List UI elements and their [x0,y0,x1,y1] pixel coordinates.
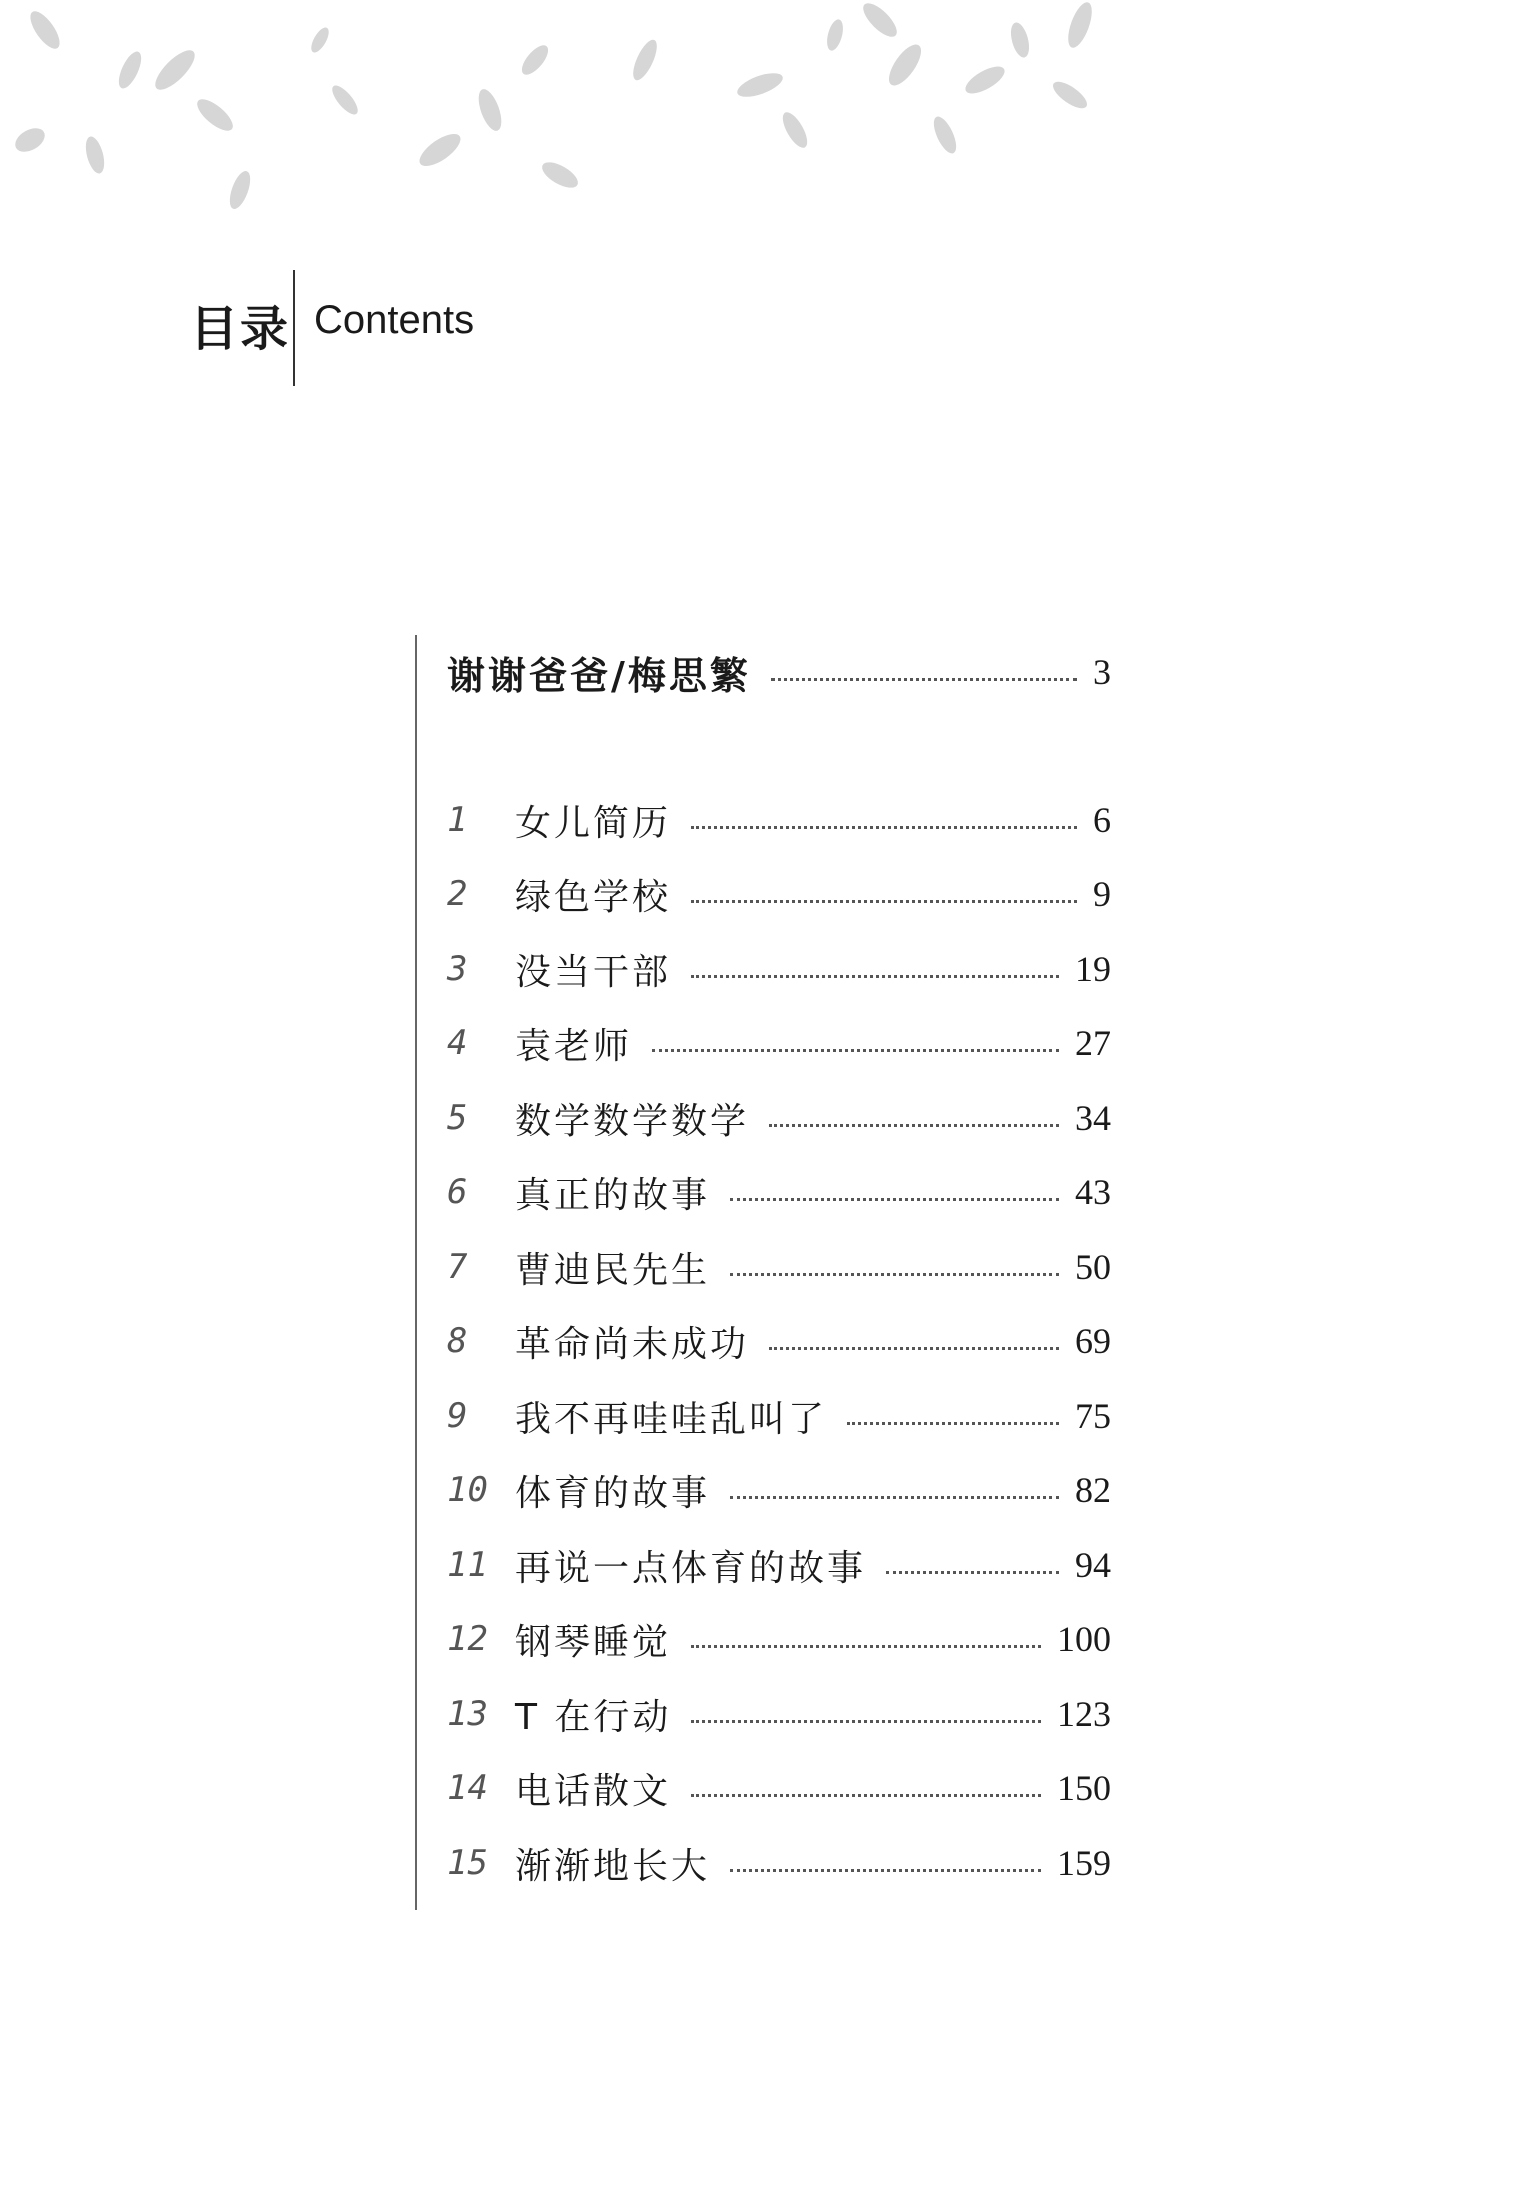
dot-leader [691,973,1059,978]
toc-entry-number: 2 [447,874,468,914]
toc-entry-page: 19 [1075,949,1111,989]
toc-preface[interactable] [447,642,1111,702]
contents-title-zh: 目录 [190,301,291,357]
toc-entry-title: 女儿简历 [515,802,672,844]
leaf-decoration [0,0,1536,240]
toc-preface-page: 3 [1093,652,1111,692]
dot-leader [691,824,1077,829]
toc-entry[interactable] [447,939,1111,999]
toc-entry-page: 34 [1075,1098,1111,1138]
toc-entry-page: 100 [1057,1619,1111,1659]
toc-entry-title: 曹迪民先生 [515,1249,711,1291]
toc-entry-title: 绿色学校 [515,876,672,918]
dot-leader [769,1345,1059,1350]
toc-entry[interactable] [447,790,1111,850]
dot-leader [691,1643,1041,1648]
toc-entry[interactable] [447,1833,1111,1893]
dot-leader [730,1867,1041,1872]
toc-entry[interactable] [447,1684,1111,1744]
toc-entry-page: 27 [1075,1023,1111,1063]
toc-entry-number: 3 [447,949,468,989]
toc-entry-title: 数学数学数学 [515,1100,750,1142]
toc-entry-page: 82 [1075,1470,1111,1510]
toc-entry-title: 再说一点体育的故事 [515,1547,867,1589]
toc-entry-number: 8 [447,1321,468,1361]
toc-entry[interactable] [447,1013,1111,1073]
header-divider [293,270,295,386]
toc-preface-title: 谢谢爸爸/梅思繁 [447,652,751,698]
toc-entry[interactable] [447,1386,1111,1446]
toc-entry[interactable] [447,1535,1111,1595]
toc-entry-page: 123 [1057,1694,1111,1734]
toc-entry-number: 13 [447,1694,488,1734]
toc-entry-number: 15 [447,1843,488,1883]
toc-entry-title: 没当干部 [515,951,672,993]
table-of-contents [415,635,1115,1910]
toc-entry-number: 6 [447,1172,468,1212]
toc-entry[interactable] [447,1088,1111,1148]
toc-entry-number: 11 [447,1545,488,1585]
toc-entry[interactable] [447,1311,1111,1371]
toc-entry[interactable] [447,864,1111,924]
contents-title-en: Contents [314,298,475,342]
toc-entry-page: 43 [1075,1172,1111,1212]
toc-entry-title: 我不再哇哇乱叫了 [515,1398,828,1440]
toc-entry-page: 69 [1075,1321,1111,1361]
dot-leader [730,1196,1059,1201]
toc-entry-page: 50 [1075,1247,1111,1287]
toc-entry-title: 钢琴睡觉 [515,1621,672,1663]
toc-entry[interactable] [447,1237,1111,1297]
toc-entry[interactable] [447,1162,1111,1222]
toc-entry-title: T 在行动 [515,1696,672,1738]
dot-leader [886,1569,1059,1574]
toc-entry[interactable] [447,1758,1111,1818]
toc-entry-title: 电话散文 [515,1770,672,1812]
toc-entry-number: 10 [447,1470,488,1510]
dot-leader [730,1271,1059,1276]
toc-entry-title: 渐渐地长大 [515,1845,711,1887]
toc-entry-page: 94 [1075,1545,1111,1585]
toc-entry-page: 9 [1093,874,1111,914]
dot-leader [691,898,1077,903]
toc-entry-page: 150 [1057,1768,1111,1808]
dot-leader [691,1792,1041,1797]
dot-leader [769,1122,1059,1127]
toc-entry-number: 1 [447,800,468,840]
toc-entry-page: 159 [1057,1843,1111,1883]
toc-vertical-rule [415,635,417,1910]
toc-entry-page: 6 [1093,800,1111,840]
toc-entry-title: 革命尚未成功 [515,1323,750,1365]
toc-entry-number: 7 [447,1247,468,1287]
dot-leader [652,1047,1059,1052]
toc-entry[interactable] [447,1460,1111,1520]
toc-entry-number: 12 [447,1619,488,1659]
toc-entry-number: 14 [447,1768,488,1808]
toc-entry-title: 体育的故事 [515,1472,711,1514]
dot-leader [730,1494,1059,1499]
toc-entry-title: 袁老师 [515,1025,633,1067]
toc-entry[interactable] [447,1609,1111,1669]
toc-entry-title: 真正的故事 [515,1174,711,1216]
toc-entry-number: 4 [447,1023,468,1063]
toc-entry-number: 9 [447,1396,468,1436]
dot-leader [691,1718,1041,1723]
toc-entry-number: 5 [447,1098,468,1138]
dot-leader [771,676,1077,681]
toc-entry-page: 75 [1075,1396,1111,1436]
dot-leader [847,1420,1059,1425]
